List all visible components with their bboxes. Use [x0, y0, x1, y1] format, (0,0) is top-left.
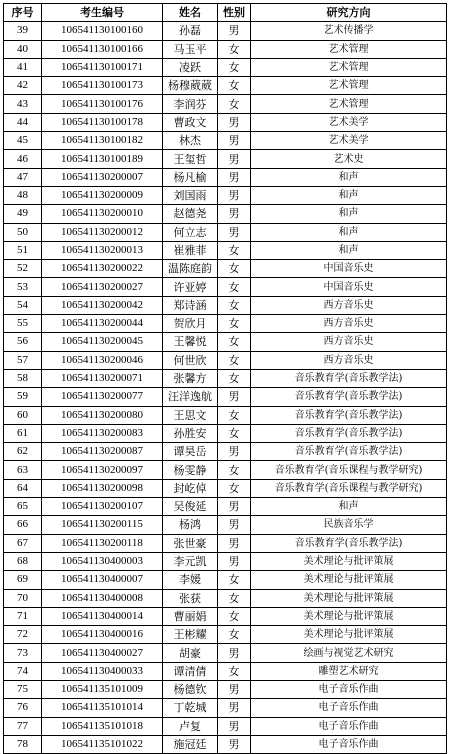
cell-name: 曹丽娟: [163, 607, 218, 625]
cell-exam-number: 106541130200042: [42, 296, 163, 314]
cell-name: 何立志: [163, 223, 218, 241]
cell-name: 王彬耀: [163, 626, 218, 644]
cell-name: 崔雅菲: [163, 241, 218, 259]
table-row: [4, 315, 447, 333]
cell-name: 胡豪: [163, 644, 218, 662]
cell-research-direction: 雕塑艺术研究: [251, 662, 447, 680]
cell-name: 张获: [163, 589, 218, 607]
cell-index: 63: [4, 461, 42, 479]
cell-gender: 女: [218, 461, 251, 479]
cell-name: 杨德钦: [163, 680, 218, 698]
cell-gender: 女: [218, 260, 251, 278]
cell-name: 马玉平: [163, 40, 218, 58]
cell-name: 贺欣月: [163, 315, 218, 333]
cell-name: 李元凯: [163, 552, 218, 570]
cell-exam-number: 106541130100173: [42, 77, 163, 95]
cell-index: 64: [4, 479, 42, 497]
cell-gender: 男: [218, 552, 251, 570]
cell-index: 58: [4, 369, 42, 387]
cell-index: 73: [4, 644, 42, 662]
cell-exam-number: 106541130200118: [42, 534, 163, 552]
table-row: [4, 626, 447, 644]
table-row: [4, 296, 447, 314]
cell-exam-number: 106541130400008: [42, 589, 163, 607]
cell-gender: 女: [218, 241, 251, 259]
cell-index: 54: [4, 296, 42, 314]
cell-research-direction: 艺术传播学: [251, 22, 447, 40]
cell-name: 吴俊延: [163, 498, 218, 516]
cell-index: 65: [4, 498, 42, 516]
table-row: [4, 516, 447, 534]
cell-exam-number: 106541130400007: [42, 571, 163, 589]
cell-gender: 男: [218, 717, 251, 735]
cell-exam-number: 106541130400014: [42, 607, 163, 625]
table-row: [4, 260, 447, 278]
cell-index: 68: [4, 552, 42, 570]
cell-exam-number: 106541135101009: [42, 680, 163, 698]
header-gender: 性别: [218, 4, 251, 22]
cell-research-direction: 音乐教育学(音乐教学法): [251, 443, 447, 461]
cell-exam-number: 106541130200071: [42, 369, 163, 387]
cell-gender: 男: [218, 516, 251, 534]
cell-exam-number: 106541130200009: [42, 186, 163, 204]
cell-gender: 女: [218, 662, 251, 680]
table-row: [4, 388, 447, 406]
cell-research-direction: 艺术管理: [251, 95, 447, 113]
cell-gender: 男: [218, 168, 251, 186]
header-research-direction: 研究方向: [251, 4, 447, 22]
cell-research-direction: 西方音乐史: [251, 351, 447, 369]
cell-research-direction: 艺术美学: [251, 113, 447, 131]
cell-research-direction: 电子音乐作曲: [251, 735, 447, 753]
cell-name: 张世豪: [163, 534, 218, 552]
cell-name: 施冠廷: [163, 735, 218, 753]
cell-gender: 女: [218, 95, 251, 113]
cell-exam-number: 106541130200010: [42, 205, 163, 223]
cell-exam-number: 106541130200046: [42, 351, 163, 369]
cell-name: 封屹倬: [163, 479, 218, 497]
cell-research-direction: 和声: [251, 168, 447, 186]
cell-gender: 男: [218, 132, 251, 150]
cell-exam-number: 106541130400016: [42, 626, 163, 644]
cell-research-direction: 艺术管理: [251, 58, 447, 76]
cell-gender: 女: [218, 296, 251, 314]
cell-index: 70: [4, 589, 42, 607]
cell-research-direction: 电子音乐作曲: [251, 699, 447, 717]
cell-exam-number: 106541130200097: [42, 461, 163, 479]
table-row: [4, 699, 447, 717]
cell-research-direction: 音乐教育学(音乐课程与教学研究): [251, 479, 447, 497]
cell-name: 谭清倩: [163, 662, 218, 680]
table-row: [4, 278, 447, 296]
cell-research-direction: 音乐教育学(音乐教学法): [251, 406, 447, 424]
cell-name: 王玺哲: [163, 150, 218, 168]
table-row: [4, 77, 447, 95]
cell-index: 46: [4, 150, 42, 168]
cell-exam-number: 106541130100171: [42, 58, 163, 76]
cell-gender: 男: [218, 22, 251, 40]
cell-index: 47: [4, 168, 42, 186]
admission-roster-table: [3, 3, 447, 754]
cell-research-direction: 音乐教育学(音乐课程与教学研究): [251, 461, 447, 479]
cell-research-direction: 音乐教育学(音乐教学法): [251, 534, 447, 552]
cell-index: 66: [4, 516, 42, 534]
cell-research-direction: 中国音乐史: [251, 260, 447, 278]
cell-exam-number: 106541130100182: [42, 132, 163, 150]
cell-gender: 女: [218, 351, 251, 369]
cell-index: 77: [4, 717, 42, 735]
table-row: [4, 735, 447, 753]
cell-exam-number: 106541130200115: [42, 516, 163, 534]
cell-exam-number: 106541130400033: [42, 662, 163, 680]
cell-research-direction: 和声: [251, 498, 447, 516]
cell-gender: 女: [218, 626, 251, 644]
cell-research-direction: 美术理论与批评策展: [251, 571, 447, 589]
table-row: [4, 498, 447, 516]
cell-exam-number: 106541130200027: [42, 278, 163, 296]
cell-exam-number: 106541135101014: [42, 699, 163, 717]
table-row: [4, 168, 447, 186]
cell-exam-number: 106541130200087: [42, 443, 163, 461]
header-index: 序号: [4, 4, 42, 22]
cell-research-direction: 中国音乐史: [251, 278, 447, 296]
cell-gender: 男: [218, 735, 251, 753]
cell-research-direction: 艺术管理: [251, 77, 447, 95]
table-row: [4, 58, 447, 76]
cell-index: 62: [4, 443, 42, 461]
cell-name: 何世欣: [163, 351, 218, 369]
cell-name: 杨凡榆: [163, 168, 218, 186]
table-row: [4, 241, 447, 259]
cell-gender: 女: [218, 571, 251, 589]
table-row: [4, 424, 447, 442]
table-row: [4, 443, 447, 461]
cell-name: 李媛: [163, 571, 218, 589]
cell-research-direction: 和声: [251, 223, 447, 241]
cell-exam-number: 106541130200080: [42, 406, 163, 424]
cell-name: 孙磊: [163, 22, 218, 40]
cell-gender: 女: [218, 424, 251, 442]
cell-exam-number: 106541130200013: [42, 241, 163, 259]
cell-name: 许亚婷: [163, 278, 218, 296]
cell-research-direction: 民族音乐学: [251, 516, 447, 534]
cell-index: 43: [4, 95, 42, 113]
cell-name: 曹政文: [163, 113, 218, 131]
cell-index: 56: [4, 333, 42, 351]
table-row: [4, 223, 447, 241]
cell-gender: 男: [218, 699, 251, 717]
cell-name: 杨穆葳葳: [163, 77, 218, 95]
cell-research-direction: 和声: [251, 186, 447, 204]
cell-index: 67: [4, 534, 42, 552]
cell-research-direction: 和声: [251, 241, 447, 259]
cell-index: 51: [4, 241, 42, 259]
cell-gender: 女: [218, 406, 251, 424]
cell-research-direction: 美术理论与批评策展: [251, 626, 447, 644]
cell-gender: 女: [218, 369, 251, 387]
cell-exam-number: 106541130200045: [42, 333, 163, 351]
cell-index: 49: [4, 205, 42, 223]
cell-name: 刘国雨: [163, 186, 218, 204]
cell-exam-number: 106541135101018: [42, 717, 163, 735]
table-row: [4, 571, 447, 589]
cell-index: 42: [4, 77, 42, 95]
cell-index: 44: [4, 113, 42, 131]
cell-research-direction: 绘画与视觉艺术研究: [251, 644, 447, 662]
cell-research-direction: 电子音乐作曲: [251, 680, 447, 698]
cell-name: 卢复: [163, 717, 218, 735]
cell-research-direction: 电子音乐作曲: [251, 717, 447, 735]
cell-research-direction: 美术理论与批评策展: [251, 607, 447, 625]
table-row: [4, 680, 447, 698]
cell-research-direction: 美术理论与批评策展: [251, 589, 447, 607]
table-row: [4, 186, 447, 204]
cell-research-direction: 艺术管理: [251, 40, 447, 58]
cell-research-direction: 西方音乐史: [251, 296, 447, 314]
cell-exam-number: 106541130100166: [42, 40, 163, 58]
cell-gender: 女: [218, 278, 251, 296]
table-row: [4, 717, 447, 735]
cell-exam-number: 106541130200007: [42, 168, 163, 186]
cell-gender: 女: [218, 40, 251, 58]
cell-exam-number: 106541130200044: [42, 315, 163, 333]
cell-index: 75: [4, 680, 42, 698]
cell-index: 59: [4, 388, 42, 406]
cell-index: 72: [4, 626, 42, 644]
cell-index: 69: [4, 571, 42, 589]
cell-gender: 男: [218, 443, 251, 461]
table-row: [4, 406, 447, 424]
cell-index: 74: [4, 662, 42, 680]
cell-research-direction: 美术理论与批评策展: [251, 552, 447, 570]
cell-index: 50: [4, 223, 42, 241]
cell-exam-number: 106541130200098: [42, 479, 163, 497]
table-row: [4, 662, 447, 680]
table-row: [4, 40, 447, 58]
cell-index: 55: [4, 315, 42, 333]
cell-index: 53: [4, 278, 42, 296]
roster-body: [4, 22, 447, 754]
table-row: [4, 113, 447, 131]
cell-name: 杨鸿: [163, 516, 218, 534]
table-row: [4, 479, 447, 497]
table-row: [4, 351, 447, 369]
header-name: 姓名: [163, 4, 218, 22]
cell-gender: 男: [218, 186, 251, 204]
table-row: [4, 461, 447, 479]
cell-name: 李润芬: [163, 95, 218, 113]
cell-name: 丁乾城: [163, 699, 218, 717]
cell-index: 48: [4, 186, 42, 204]
cell-name: 温陈庭韵: [163, 260, 218, 278]
cell-index: 61: [4, 424, 42, 442]
cell-index: 40: [4, 40, 42, 58]
cell-name: 王思文: [163, 406, 218, 424]
cell-gender: 男: [218, 223, 251, 241]
cell-name: 孙胜安: [163, 424, 218, 442]
cell-gender: 女: [218, 479, 251, 497]
cell-gender: 女: [218, 589, 251, 607]
table-row: [4, 607, 447, 625]
cell-exam-number: 106541130200107: [42, 498, 163, 516]
cell-exam-number: 106541130100189: [42, 150, 163, 168]
cell-exam-number: 106541130100160: [42, 22, 163, 40]
cell-research-direction: 西方音乐史: [251, 333, 447, 351]
cell-name: 谭昊岳: [163, 443, 218, 461]
cell-gender: 男: [218, 498, 251, 516]
cell-gender: 女: [218, 607, 251, 625]
cell-gender: 男: [218, 388, 251, 406]
cell-index: 60: [4, 406, 42, 424]
table-row: [4, 132, 447, 150]
cell-gender: 男: [218, 644, 251, 662]
table-row: [4, 333, 447, 351]
header-row: [4, 4, 447, 22]
cell-name: 王馨悦: [163, 333, 218, 351]
cell-exam-number: 106541130200012: [42, 223, 163, 241]
cell-research-direction: 和声: [251, 205, 447, 223]
cell-index: 41: [4, 58, 42, 76]
table-row: [4, 534, 447, 552]
cell-index: 71: [4, 607, 42, 625]
cell-exam-number: 106541130100176: [42, 95, 163, 113]
cell-gender: 女: [218, 333, 251, 351]
cell-index: 57: [4, 351, 42, 369]
cell-gender: 女: [218, 58, 251, 76]
cell-name: 郑诗涵: [163, 296, 218, 314]
cell-exam-number: 106541130400003: [42, 552, 163, 570]
cell-index: 52: [4, 260, 42, 278]
cell-research-direction: 音乐教育学(音乐教学法): [251, 424, 447, 442]
cell-gender: 男: [218, 205, 251, 223]
cell-exam-number: 106541130200077: [42, 388, 163, 406]
cell-name: 张馨方: [163, 369, 218, 387]
cell-exam-number: 106541130400027: [42, 644, 163, 662]
cell-research-direction: 艺术美学: [251, 132, 447, 150]
cell-gender: 女: [218, 315, 251, 333]
cell-research-direction: 音乐教育学(音乐教学法): [251, 369, 447, 387]
cell-gender: 男: [218, 534, 251, 552]
cell-gender: 女: [218, 77, 251, 95]
cell-index: 78: [4, 735, 42, 753]
cell-name: 杨雯静: [163, 461, 218, 479]
cell-exam-number: 106541130200022: [42, 260, 163, 278]
table-row: [4, 589, 447, 607]
header-exam-number: 考生编号: [42, 4, 163, 22]
table-row: [4, 369, 447, 387]
cell-gender: 男: [218, 113, 251, 131]
cell-exam-number: 106541130100178: [42, 113, 163, 131]
cell-research-direction: 音乐教育学(音乐教学法): [251, 388, 447, 406]
table-row: [4, 95, 447, 113]
cell-research-direction: 西方音乐史: [251, 315, 447, 333]
cell-name: 凌跃: [163, 58, 218, 76]
cell-name: 汪洋逸航: [163, 388, 218, 406]
cell-exam-number: 106541135101022: [42, 735, 163, 753]
cell-gender: 男: [218, 680, 251, 698]
cell-index: 76: [4, 699, 42, 717]
table-row: [4, 205, 447, 223]
cell-index: 39: [4, 22, 42, 40]
cell-gender: 男: [218, 150, 251, 168]
table-row: [4, 644, 447, 662]
table-row: [4, 552, 447, 570]
table-row: [4, 150, 447, 168]
cell-research-direction: 艺术史: [251, 150, 447, 168]
table-row: [4, 22, 447, 40]
cell-name: 林杰: [163, 132, 218, 150]
cell-name: 赵德尧: [163, 205, 218, 223]
cell-index: 45: [4, 132, 42, 150]
cell-exam-number: 106541130200083: [42, 424, 163, 442]
